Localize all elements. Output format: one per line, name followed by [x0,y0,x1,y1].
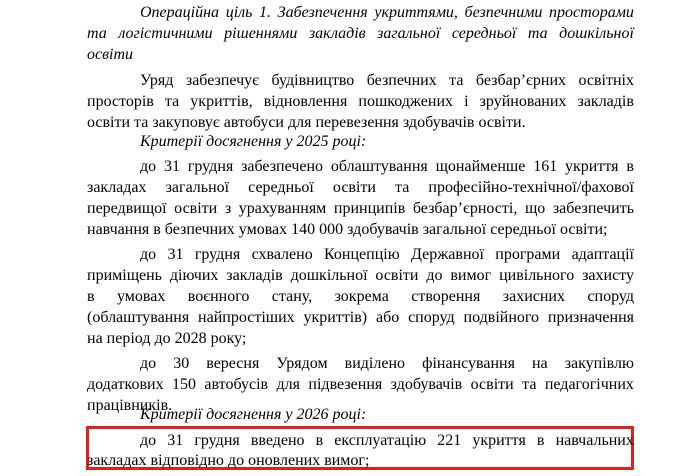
word: безпечних [366,72,437,89]
word: професійно-технічної/фахової [428,179,634,196]
word: навчальних [555,432,634,449]
word: забезпечено [241,158,324,175]
word: умовах [116,288,166,305]
criterion-2026-1-line-2: закладах відповідно до оновлених вимог; [87,452,370,469]
word: середньої [248,179,314,196]
word: будівництво [271,72,355,89]
intro-paragraph-line-1 [140,71,634,91]
criterion-2025-2-line-3 [87,287,634,307]
word: укриттів, [190,93,253,110]
word: до [140,432,157,449]
word: в [315,432,324,449]
criterion-2025-3-line-3: працівників. [87,397,173,414]
word: принципів [333,200,406,217]
word: здобувачів [390,376,463,393]
word: та [395,179,410,196]
word: закладів [577,93,634,110]
criterion-2026-1-line-1 [140,431,634,451]
word: безпечними [464,4,543,21]
word: та [164,93,180,110]
word: загальної [377,25,441,42]
word: просторів [87,93,154,110]
word: діючих [169,267,219,284]
word: в [87,288,95,305]
word: зруйнованих [479,93,567,110]
word: в [536,432,545,449]
word: експлуатацію [334,432,427,449]
criterion-2025-1-line-3 [87,199,634,219]
word: захисних [502,288,565,305]
word: 150 [172,376,196,393]
word: грудня [187,158,234,175]
criterion-2025-1-line-4: навчання в безпечних умовах 140 000 здобувачів загальної середньої освіти; [87,221,608,238]
word: освіти [470,376,514,393]
word: безбар’єрних [475,72,567,89]
word: забезпечить [552,200,634,217]
word: облаштування [330,158,428,175]
word: загальної [165,179,230,196]
word: Урядом [276,355,328,372]
word: урахуванням [238,200,327,217]
word: до [426,267,443,284]
intro-paragraph-line-2 [87,92,634,112]
word: ціль [225,4,253,21]
word: додаткових [87,376,164,393]
word: 30 [173,355,190,372]
criterion-2025-1-line-1 [140,157,634,177]
word: споруд [408,309,455,326]
criterion-2025-2-line-4 [87,308,634,328]
word: подвійного [463,309,540,326]
criterion-2025-3-line-2 [87,375,634,395]
word: педагогічних [544,376,634,393]
word: пошкоджених [358,93,453,110]
word: для [276,376,300,393]
word: Операційна [140,4,220,21]
word: споруд [587,288,634,305]
word: закладах [87,179,147,196]
word: (облаштування [87,309,190,326]
word: і [464,93,469,110]
word: Державної [411,246,484,263]
word: 221 [437,432,462,449]
word: схвалено [251,246,313,263]
word: до [140,246,157,263]
word: зокрема [334,288,389,305]
word: захисту [582,267,634,284]
criteria-2025-heading: Критерії досягнення у 2025 році: [140,133,367,150]
objective-heading-line-1 [140,3,634,23]
word: укриттями, [374,4,458,21]
word: закладів [226,267,283,284]
word: призначення [547,309,634,326]
word: 161 [533,158,558,175]
criterion-2025-1-line-2 [87,178,634,198]
word: підвезення [308,376,383,393]
criterion-2025-2-line-1 [140,245,634,265]
word: Концепцію [324,246,400,263]
word: логістичними [118,25,213,42]
word: 31 [167,246,184,263]
criterion-2025-2-line-5: на період до 2028 року; [87,330,247,347]
word: укриття [472,432,526,449]
word: автобусів [204,376,269,393]
criteria-2026-heading: Критерії досягнення у 2026 році: [140,406,367,423]
word: до [140,355,157,372]
word: 31 [163,158,180,175]
word: адаптації [571,246,634,263]
word: дошкільної [290,267,368,284]
word: грудня [194,246,241,263]
word: 31 [167,432,184,449]
word: освітніх [578,72,634,89]
word: та [527,25,548,42]
word: щонайменше [435,158,526,175]
criterion-2025-2-line-2 [87,266,634,286]
objective-heading-line-2 [87,24,634,44]
word: створення [411,288,481,305]
word: передвищої [87,200,167,217]
word: укриттів) [303,309,368,326]
word: та [87,25,107,42]
word: введено [250,432,305,449]
word: 1. [259,4,272,21]
word: стану, [271,288,313,305]
word: або [375,309,400,326]
criterion-2025-3-line-1 [140,354,634,374]
word: виділено [344,355,406,372]
word: вересня [206,355,260,372]
word: фінансування [422,355,515,372]
word: рішеннями [224,25,298,42]
word: на [531,355,548,372]
word: відновлення [263,93,348,110]
word: в [626,158,634,175]
word: та [522,376,537,393]
word: воєнного [187,288,250,305]
word: цивільного [499,267,575,284]
objective-heading-line-3: освіти [87,46,134,63]
intro-paragraph-line-3: освіти та закуповує автобуси для перевезення здобувачів освіти. [87,114,526,131]
word: безбар’єрності, [412,200,518,217]
word: забезпечує [185,72,260,89]
word: закупівлю [564,355,634,372]
word: та [449,72,464,89]
word: програми [495,246,561,263]
word: освіти [375,267,419,284]
word: вимог [450,267,492,284]
word: найпростіших [198,309,295,326]
word: закладів [308,25,366,42]
word: приміщень [87,267,162,284]
word: укриття [565,158,619,175]
word: дошкільної [559,25,634,42]
word: що [524,200,546,217]
word: з [224,200,232,217]
word: освіти [332,179,376,196]
word: просторами [549,4,634,21]
word: освіти [174,200,218,217]
word: Уряд [140,72,174,89]
word: до [140,158,157,175]
word: середньої [451,25,517,42]
word: Забезпечення [277,4,368,21]
word: грудня [194,432,240,449]
